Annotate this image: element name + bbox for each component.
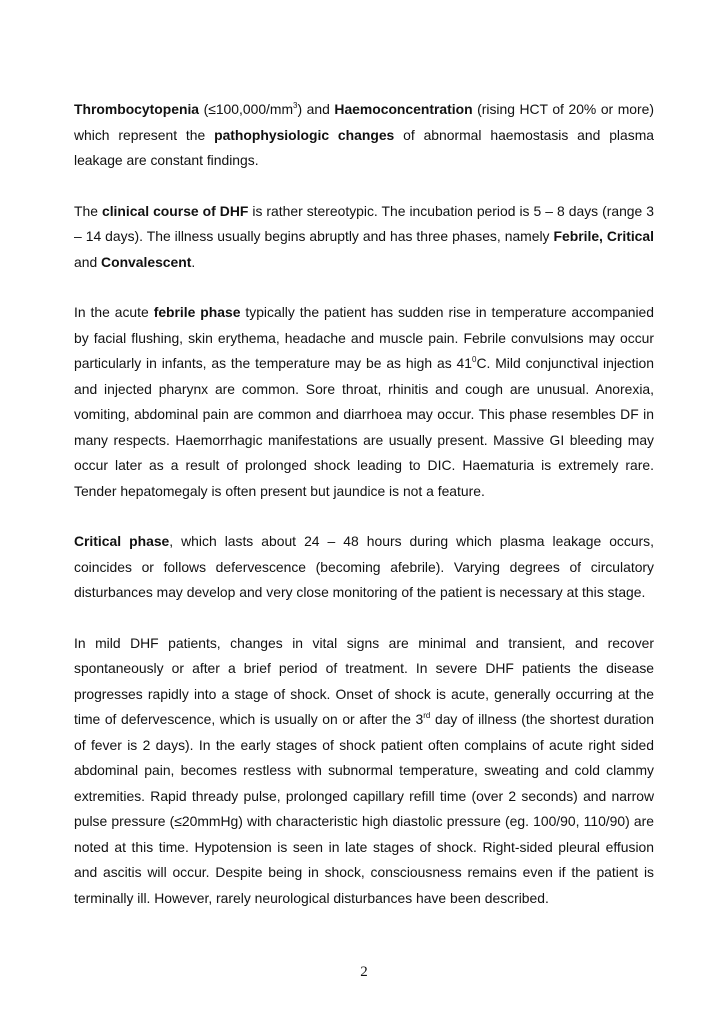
text-run: and [74,253,102,270]
text-run: ) and [297,101,335,117]
bold-text: Febrile, Critical [553,228,654,244]
bold-text: Convalescent [101,253,192,270]
text-run: The [74,202,102,219]
text-run: is rather stereotypic. The incubation period is 5 – 8 days (range 3 – 14 days). The illness usually begins abruptly and has three phases, namely [74,202,655,244]
page-number: 2 [360,964,368,980]
bold-text: febrile phase [153,304,241,320]
text-run: . [191,253,196,270]
bold-text: Critical phase [74,533,170,549]
bold-text: Thrombocytopenia [74,101,200,117]
text-run: C. Mild conjunctival injection and injected pharynx are common. Sore throat, rhinitis and cough are unusual. Anorexia, vomiting, abdominal pain are common and diarrhoea may occur. This phase resembles DF in many respects. Haemorrhagic manifestations are usually present. Massive GI bleeding may occur later as a result of prolonged shock leading to DIC. Haematuria is extremely rare. Tender hepatomegaly is often present but jaundice is not a feature. [74,355,654,499]
paragraph-shock [74,631,654,912]
paragraph-critical-phase [74,529,654,606]
paragraph-thrombocytopenia [74,97,654,174]
superscript: rd [423,711,431,720]
text-run: day of illness (the shortest duration of fever is 2 days). In the early stages of shock patient often complains of acute right sided abdominal pain, becomes restless with subnormal temperature, sweating and cold clammy extremities. Rapid thready pulse, prolonged capillary refill time (over 2 seconds) and narrow pulse pressure (≤20mmHg) with characteristic high diastolic pressure (eg. 100/90, 110/90) are noted at this time. Hypotension is seen in late stages of shock. Right-sided pleural effusion and ascitis will occur. Despite being in shock, consciousness remains even if the patient is terminally ill. However, rarely neurological disturbances have been described. [74,711,655,906]
text-run: typically the patient has sudden rise in temperature accompanied by facial flushing, skin erythema, headache and muscle pain. Febrile convulsions may occur particularly in infants, as the temperature may be as high as 41 [74,304,654,371]
bold-text: Haemoconcentration [334,101,473,117]
superscript: 3 [293,101,298,110]
superscript: 0 [472,355,477,364]
document-body [74,97,654,936]
text-run: , which lasts about 24 – 48 hours during which plasma leakage occurs, coincides or follows defervescence (becoming afebrile). Varying degrees of circulatory disturbances may develop and very close monitoring of the patient is necessary at this stage. [74,533,654,600]
text-run: of abnormal haemostasis and plasma leakage are constant findings. [74,126,654,168]
paragraph-clinical-course [74,199,654,276]
text-run: In the acute [74,304,154,320]
text-run: (rising HCT of 20% or more) which represent the [74,101,654,143]
bold-text: clinical course of DHF [101,202,249,219]
text-run: (≤100,000/mm [199,101,294,117]
paragraph-febrile-phase [74,300,654,504]
text-run: In mild DHF patients, changes in vital signs are minimal and transient, and recover spontaneously or after a brief period of treatment. In severe DHF patients the disease progresses rapidly into a stage of shock. Onset of shock is acute, generally occurring at the time of defervescence, which is usually on or after the 3 [74,634,654,727]
bold-text: pathophysiologic changes [214,126,395,143]
